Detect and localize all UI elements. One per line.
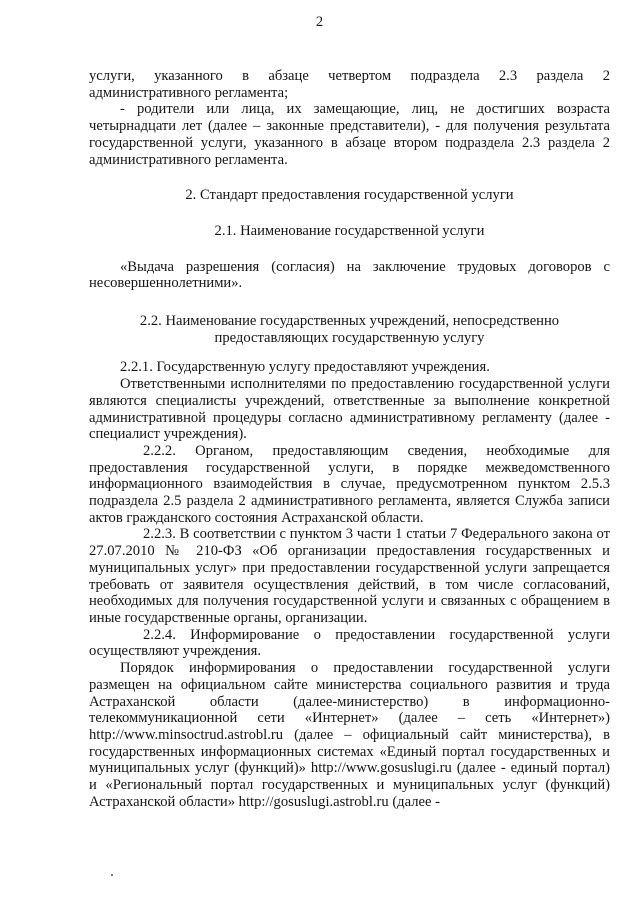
paragraph-responsible-executors: Ответственными исполнителями по предоставлению государственной услуги являются специалисты учреждений, ответственные за выполнение конкретной административной процедуры согласно административному регламенту (далее - специалист учреждения). — [89, 376, 610, 443]
subsection-heading-2-1: 2.1. Наименование государственной услуги — [214, 222, 485, 239]
paragraph-informing-procedure: Порядок информирования о предоставлении государственной услуги размещен на официальном сайте министерства социального развития и труда Астраханской области (далее-министерство) в информационно-телекоммуникационной сети «Интернет» (далее – сеть «Интернет») http://www.minsoctrud.astrobl.ru (далее – официальный сайт министерства), в государственных информационных системах «Единый портал государственных и муниципальных услуг (функций)» http://www.gosuslugi.ru (далее - единый портал) и «Региональный портал государственных и муниципальных услуг (функций) Астраханской области» http://gosuslugi.astrobl.ru (далее - — [89, 660, 610, 810]
paragraph-2-2-2: 2.2.2. Органом, предоставляющим сведения, необходимые для предоставления государственной услуги, в порядке межведомственного информационного взаимодействия в случае, предусмотренном пунктом 2.5.3 подраздела 2.5 раздела 2 административного регламента, является Служба записи актов гражданского состояния Астраханской области. — [89, 442, 610, 526]
scan-speck — [111, 874, 113, 876]
subsection-heading-2-2: 2.2. Наименование государственных учреждений, непосредственно предоставляющих государственную услугу — [139, 313, 560, 346]
page-body — [89, 68, 610, 811]
service-name-paragraph: «Выдача разрешения (согласия) на заключение трудовых договоров с несовершеннолетними». — [89, 258, 610, 292]
paragraph-legal-representatives: - родители или лица, их замещающие, лиц, не достигших возраста четырнадцати лет (далее – законные представители), - для получения результата государственной услуги, указанного в абзаце втором подраздела 2.3 раздела 2 административного регламента. — [89, 101, 610, 168]
paragraph-2-2-3: 2.2.3. В соответствии с пунктом 3 части 1 статьи 7 Федерального закона от 27.07.2010 № 210-ФЗ «Об организации предоставления государственных и муниципальных услуг» при предоставлении государственной услуги запрещается требовать от заявителя осуществления действий, в том числе согласований, необходимых для получения государственной услуги и связанных с обращением в иные государственные органы, организации. — [89, 526, 610, 626]
page-number: 2 — [315, 14, 324, 30]
section-heading-2: 2. Стандарт предоставления государственной услуги — [185, 187, 514, 204]
paragraph-continuation: услуги, указанного в абзаце четвертом подраздела 2.3 раздела 2 административного регламента; — [89, 68, 610, 101]
paragraph-2-2-1: 2.2.1. Государственную услугу предоставляют учреждения. — [120, 359, 490, 376]
paragraph-2-2-4: 2.2.4. Информирование о предоставлении государственной услуги осуществляют учреждения. — [89, 626, 610, 660]
